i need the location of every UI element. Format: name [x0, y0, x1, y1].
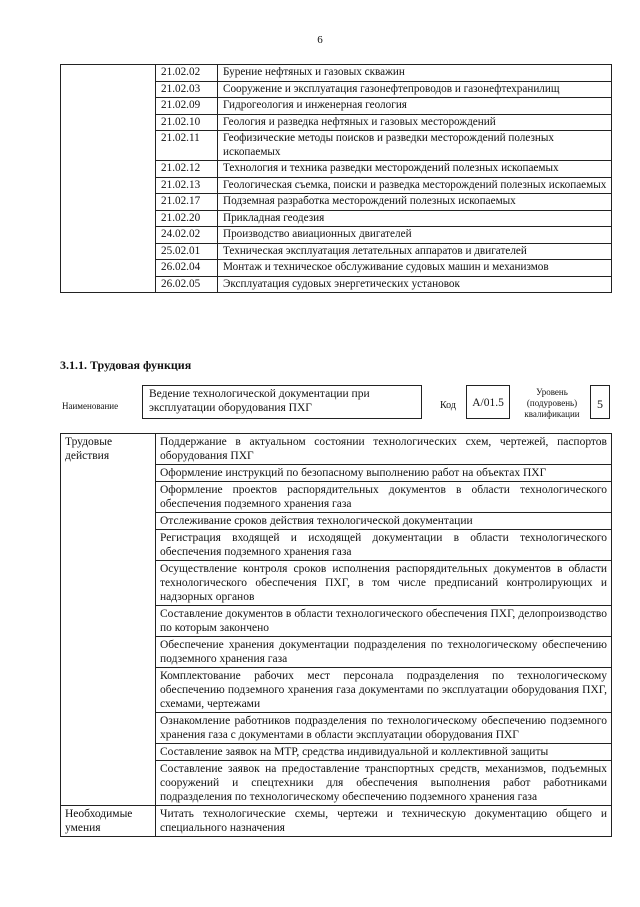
- labor-action-row: [61, 637, 612, 668]
- qualification-level-field: 5: [590, 385, 610, 419]
- code-row: [61, 98, 612, 115]
- label-spacer: [61, 465, 156, 482]
- page-number: 6: [317, 34, 323, 46]
- label-spacer: [61, 668, 156, 713]
- empty-cell: [61, 177, 156, 194]
- labor-action-row: [61, 713, 612, 744]
- labor-action-item: Регистрация входящей и исходящей документации в области технологического обеспечения подземного хранения газа: [156, 530, 612, 561]
- labor-action-row: [61, 465, 612, 482]
- label-spacer: [61, 744, 156, 761]
- specialty-name: Технология и техника разведки месторождений полезных ископаемых: [218, 161, 612, 178]
- code-row: [61, 81, 612, 98]
- label-spacer: [61, 606, 156, 637]
- code-row: [61, 177, 612, 194]
- specialty-code: 25.02.01: [156, 243, 218, 260]
- function-name-field: Ведение технологической документации при эксплуатации оборудования ПХГ: [142, 385, 422, 419]
- labor-action-item: Составление документов в области технологического обеспечения ПХГ, делопроизводство по которым закончено: [156, 606, 612, 637]
- specialty-name: Производство авиационных двигателей: [218, 227, 612, 244]
- labor-action-item: Оформление проектов распорядительных документов в области технологического обеспечения подземного хранения газа: [156, 482, 612, 513]
- specialty-code: 26.02.05: [156, 276, 218, 293]
- code-row: [61, 131, 612, 161]
- specialty-code: 21.02.11: [156, 131, 218, 161]
- labor-action-item: Осуществление контроля сроков исполнения распорядительных документов в области технологического обеспечения ПХГ, в том числе предписаний контролирующих и надзорных органов: [156, 561, 612, 606]
- code-row: [61, 243, 612, 260]
- label-spacer: [61, 637, 156, 668]
- empty-cell: [61, 243, 156, 260]
- specialty-code: 21.02.12: [156, 161, 218, 178]
- label-spacer: [61, 561, 156, 606]
- labor-action-item: Отслеживание сроков действия технологической документации: [156, 513, 612, 530]
- specialty-codes-table: [60, 64, 612, 293]
- empty-cell: [61, 161, 156, 178]
- labor-action-row: [61, 668, 612, 713]
- label-spacer: [61, 530, 156, 561]
- required-skill-row: [61, 806, 612, 837]
- label-spacer: [61, 482, 156, 513]
- specialty-name: Прикладная геодезия: [218, 210, 612, 227]
- section-heading: 3.1.1. Трудовая функция: [60, 358, 192, 372]
- required-skill-item: Читать технологические схемы, чертежи и техническую документацию общего и специального назначения: [156, 806, 612, 837]
- specialty-code: 21.02.02: [156, 65, 218, 82]
- label-spacer: [61, 713, 156, 744]
- empty-cell: [61, 131, 156, 161]
- specialty-name: Подземная разработка месторождений полезных ископаемых: [218, 194, 612, 211]
- code-row: [61, 260, 612, 277]
- labor-action-item: Составление заявок на МТР, средства индивидуальной и коллективной защиты: [156, 744, 612, 761]
- specialty-code: 21.02.13: [156, 177, 218, 194]
- code-row: [61, 65, 612, 82]
- required-skill-label: Необходимые умения: [61, 806, 156, 837]
- code-row: [61, 194, 612, 211]
- specialty-code: 21.02.10: [156, 114, 218, 131]
- specialty-code: 21.02.09: [156, 98, 218, 115]
- labor-action-row: [61, 761, 612, 806]
- specialty-code: 26.02.04: [156, 260, 218, 277]
- empty-cell: [61, 227, 156, 244]
- specialty-name: Гидрогеология и инженерная геология: [218, 98, 612, 115]
- labor-action-row: [61, 561, 612, 606]
- empty-cell: [61, 65, 156, 82]
- name-label: Наименование: [62, 401, 119, 411]
- labor-action-row: [61, 530, 612, 561]
- empty-cell: [61, 210, 156, 227]
- labor-action-label: Трудовые действия: [61, 434, 156, 465]
- labor-action-item: Ознакомление работников подразделения по технологическому обеспечению подземного хранения газа с документами в области эксплуатации оборудования ПХГ: [156, 713, 612, 744]
- specialty-code: 24.02.02: [156, 227, 218, 244]
- empty-cell: [61, 194, 156, 211]
- code-row: [61, 276, 612, 293]
- labor-action-item: Оформление инструкций по безопасному выполнению работ на объектах ПХГ: [156, 465, 612, 482]
- labor-action-row: [61, 434, 612, 465]
- specialty-code: 21.02.03: [156, 81, 218, 98]
- specialty-name: Эксплуатация судовых энергетических установок: [218, 276, 612, 293]
- labor-action-item: Составление заявок на предоставление транспортных средств, механизмов, подъемных сооружений и спецтехники для обеспечения выполнения работ работниками подразделения по технологическому обеспечению подземного хранения газа: [156, 761, 612, 806]
- labor-action-row: [61, 606, 612, 637]
- labor-action-row: [61, 744, 612, 761]
- qualification-level-label: Уровень (подуровень) квалификации: [524, 387, 580, 419]
- function-code-field: А/01.5: [466, 385, 510, 419]
- specialty-code: 21.02.20: [156, 210, 218, 227]
- specialty-name: Геофизические методы поисков и разведки месторождений полезных ископаемых: [218, 131, 612, 161]
- empty-cell: [61, 276, 156, 293]
- code-label: Код: [440, 400, 456, 411]
- specialty-code: 21.02.17: [156, 194, 218, 211]
- labor-action-row: [61, 513, 612, 530]
- specialty-name: Монтаж и техническое обслуживание судовых машин и механизмов: [218, 260, 612, 277]
- labor-action-row: [61, 482, 612, 513]
- specialty-name: Сооружение и эксплуатация газонефтепроводов и газонефтехранилищ: [218, 81, 612, 98]
- label-spacer: [61, 761, 156, 806]
- specialty-name: Геология и разведка нефтяных и газовых месторождений: [218, 114, 612, 131]
- labor-action-item: Поддержание в актуальном состоянии технологических схем, чертежей, паспортов оборудования ПХГ: [156, 434, 612, 465]
- label-spacer: [61, 513, 156, 530]
- code-row: [61, 114, 612, 131]
- code-row: [61, 210, 612, 227]
- empty-cell: [61, 81, 156, 98]
- code-row: [61, 161, 612, 178]
- specialty-name: Бурение нефтяных и газовых скважин: [218, 65, 612, 82]
- empty-cell: [61, 260, 156, 277]
- labor-function-table: [60, 433, 612, 837]
- labor-action-item: Комплектование рабочих мест персонала подразделения по технологическому обеспечению подземного хранения газа документами по эксплуатации оборудования ПХГ, схемами, чертежами: [156, 668, 612, 713]
- labor-action-item: Обеспечение хранения документации подразделения по технологическому обеспечению подземного хранения газа: [156, 637, 612, 668]
- code-row: [61, 227, 612, 244]
- specialty-name: Геологическая съемка, поиски и разведка месторождений полезных ископаемых: [218, 177, 612, 194]
- specialty-name: Техническая эксплуатация летательных аппаратов и двигателей: [218, 243, 612, 260]
- empty-cell: [61, 98, 156, 115]
- empty-cell: [61, 114, 156, 131]
